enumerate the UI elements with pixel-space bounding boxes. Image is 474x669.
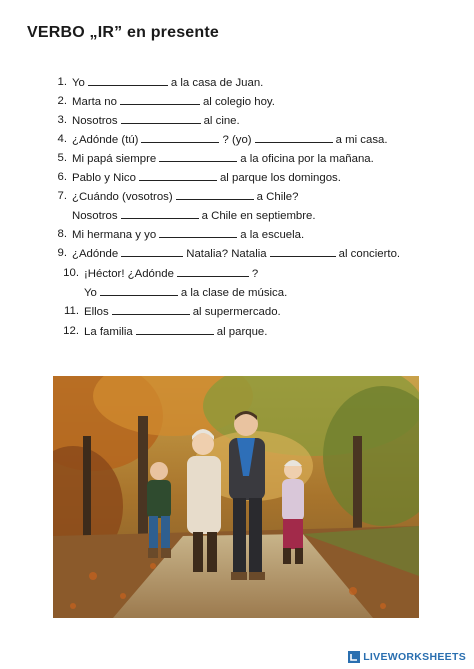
exercise-7 bbox=[57, 189, 299, 204]
exercise-text: al colegio hoy. bbox=[202, 96, 275, 108]
answer-blank[interactable] bbox=[112, 304, 190, 315]
exercise-number: 2. bbox=[57, 95, 67, 107]
family-autumn-walk-photo bbox=[53, 376, 419, 618]
exercise-number: 8. bbox=[57, 228, 67, 240]
exercise-text: ¡Héctor! ¿Adónde bbox=[84, 268, 174, 280]
answer-blank[interactable] bbox=[255, 132, 333, 143]
exercise-text: al supermercado. bbox=[192, 306, 281, 318]
exercise-text: Yo bbox=[72, 77, 85, 89]
exercise-text: Nosotros bbox=[72, 115, 118, 127]
exercise-number: 10. bbox=[63, 267, 79, 279]
exercise-1 bbox=[57, 75, 264, 90]
answer-blank[interactable] bbox=[270, 246, 336, 257]
exercise-10b bbox=[84, 285, 287, 300]
exercise-text: Mi papá siempre bbox=[72, 153, 157, 165]
exercise-4 bbox=[57, 132, 388, 147]
answer-blank[interactable] bbox=[139, 170, 217, 181]
exercise-number: 3. bbox=[57, 114, 67, 126]
exercise-text: Natalia? Natalia bbox=[186, 248, 267, 260]
answer-blank[interactable] bbox=[88, 75, 168, 86]
exercise-text: ? (yo) bbox=[222, 134, 252, 146]
exercise-text: ? bbox=[251, 268, 259, 280]
exercise-3 bbox=[57, 113, 240, 128]
exercise-11 bbox=[64, 304, 281, 319]
logo-text: LIVEWORKSHEETS bbox=[363, 651, 466, 663]
exercise-number: 11. bbox=[64, 305, 79, 317]
liveworksheets-logo[interactable] bbox=[348, 651, 466, 663]
exercise-text: Yo bbox=[84, 287, 97, 299]
worksheet-title: VERBO „IR” en presente bbox=[27, 24, 220, 41]
exercise-text: al parque. bbox=[216, 326, 268, 338]
exercise-text: ¿Adónde bbox=[72, 248, 119, 260]
exercise-text: a la oficina por la mañana. bbox=[240, 153, 374, 165]
exercise-text: al parque los domingos. bbox=[219, 172, 341, 184]
exercise-text: Pablo y Nico bbox=[72, 172, 136, 184]
answer-blank[interactable] bbox=[176, 189, 254, 200]
answer-blank[interactable] bbox=[177, 266, 249, 277]
exercise-text: Ellos bbox=[84, 306, 109, 318]
exercise-text: al cine. bbox=[203, 115, 240, 127]
exercise-number: 5. bbox=[57, 152, 67, 164]
exercise-text: Nosotros bbox=[72, 210, 118, 222]
exercise-text: a la casa de Juan. bbox=[170, 77, 264, 89]
answer-blank[interactable] bbox=[121, 246, 183, 257]
exercise-10 bbox=[63, 266, 259, 281]
exercise-number: 9. bbox=[57, 247, 67, 259]
exercise-6 bbox=[57, 170, 341, 185]
exercise-9 bbox=[57, 246, 401, 261]
exercise-number: 6. bbox=[57, 171, 67, 183]
answer-blank[interactable] bbox=[136, 324, 214, 335]
exercise-number: 4. bbox=[57, 133, 67, 145]
logo-icon bbox=[348, 651, 360, 663]
exercise-text: a mi casa. bbox=[335, 134, 388, 146]
exercise-text: ¿Cuándo (vosotros) bbox=[72, 191, 173, 203]
exercise-number: 7. bbox=[57, 190, 67, 202]
answer-blank[interactable] bbox=[159, 227, 237, 238]
exercise-8 bbox=[57, 227, 305, 242]
answer-blank[interactable] bbox=[100, 285, 178, 296]
exercise-text: Marta no bbox=[72, 96, 117, 108]
exercise-text: Mi hermana y yo bbox=[72, 229, 157, 241]
answer-blank[interactable] bbox=[120, 94, 200, 105]
exercise-7b bbox=[72, 208, 316, 223]
exercise-12 bbox=[63, 324, 268, 339]
exercise-number: 1. bbox=[57, 76, 67, 88]
exercise-number: 12. bbox=[63, 325, 79, 337]
answer-blank[interactable] bbox=[121, 208, 199, 219]
exercise-text: a Chile en septiembre. bbox=[201, 210, 316, 222]
exercise-text: a la escuela. bbox=[240, 229, 305, 241]
exercise-text: ¿Adónde (tú) bbox=[72, 134, 139, 146]
answer-blank[interactable] bbox=[159, 151, 237, 162]
answer-blank[interactable] bbox=[121, 113, 201, 124]
exercise-text: al concierto. bbox=[338, 248, 401, 260]
exercise-text: a la clase de música. bbox=[180, 287, 288, 299]
exercise-text: a Chile? bbox=[256, 191, 299, 203]
exercise-text: La familia bbox=[84, 326, 133, 338]
exercise-5 bbox=[57, 151, 374, 166]
exercise-2 bbox=[57, 94, 275, 109]
answer-blank[interactable] bbox=[141, 132, 219, 143]
